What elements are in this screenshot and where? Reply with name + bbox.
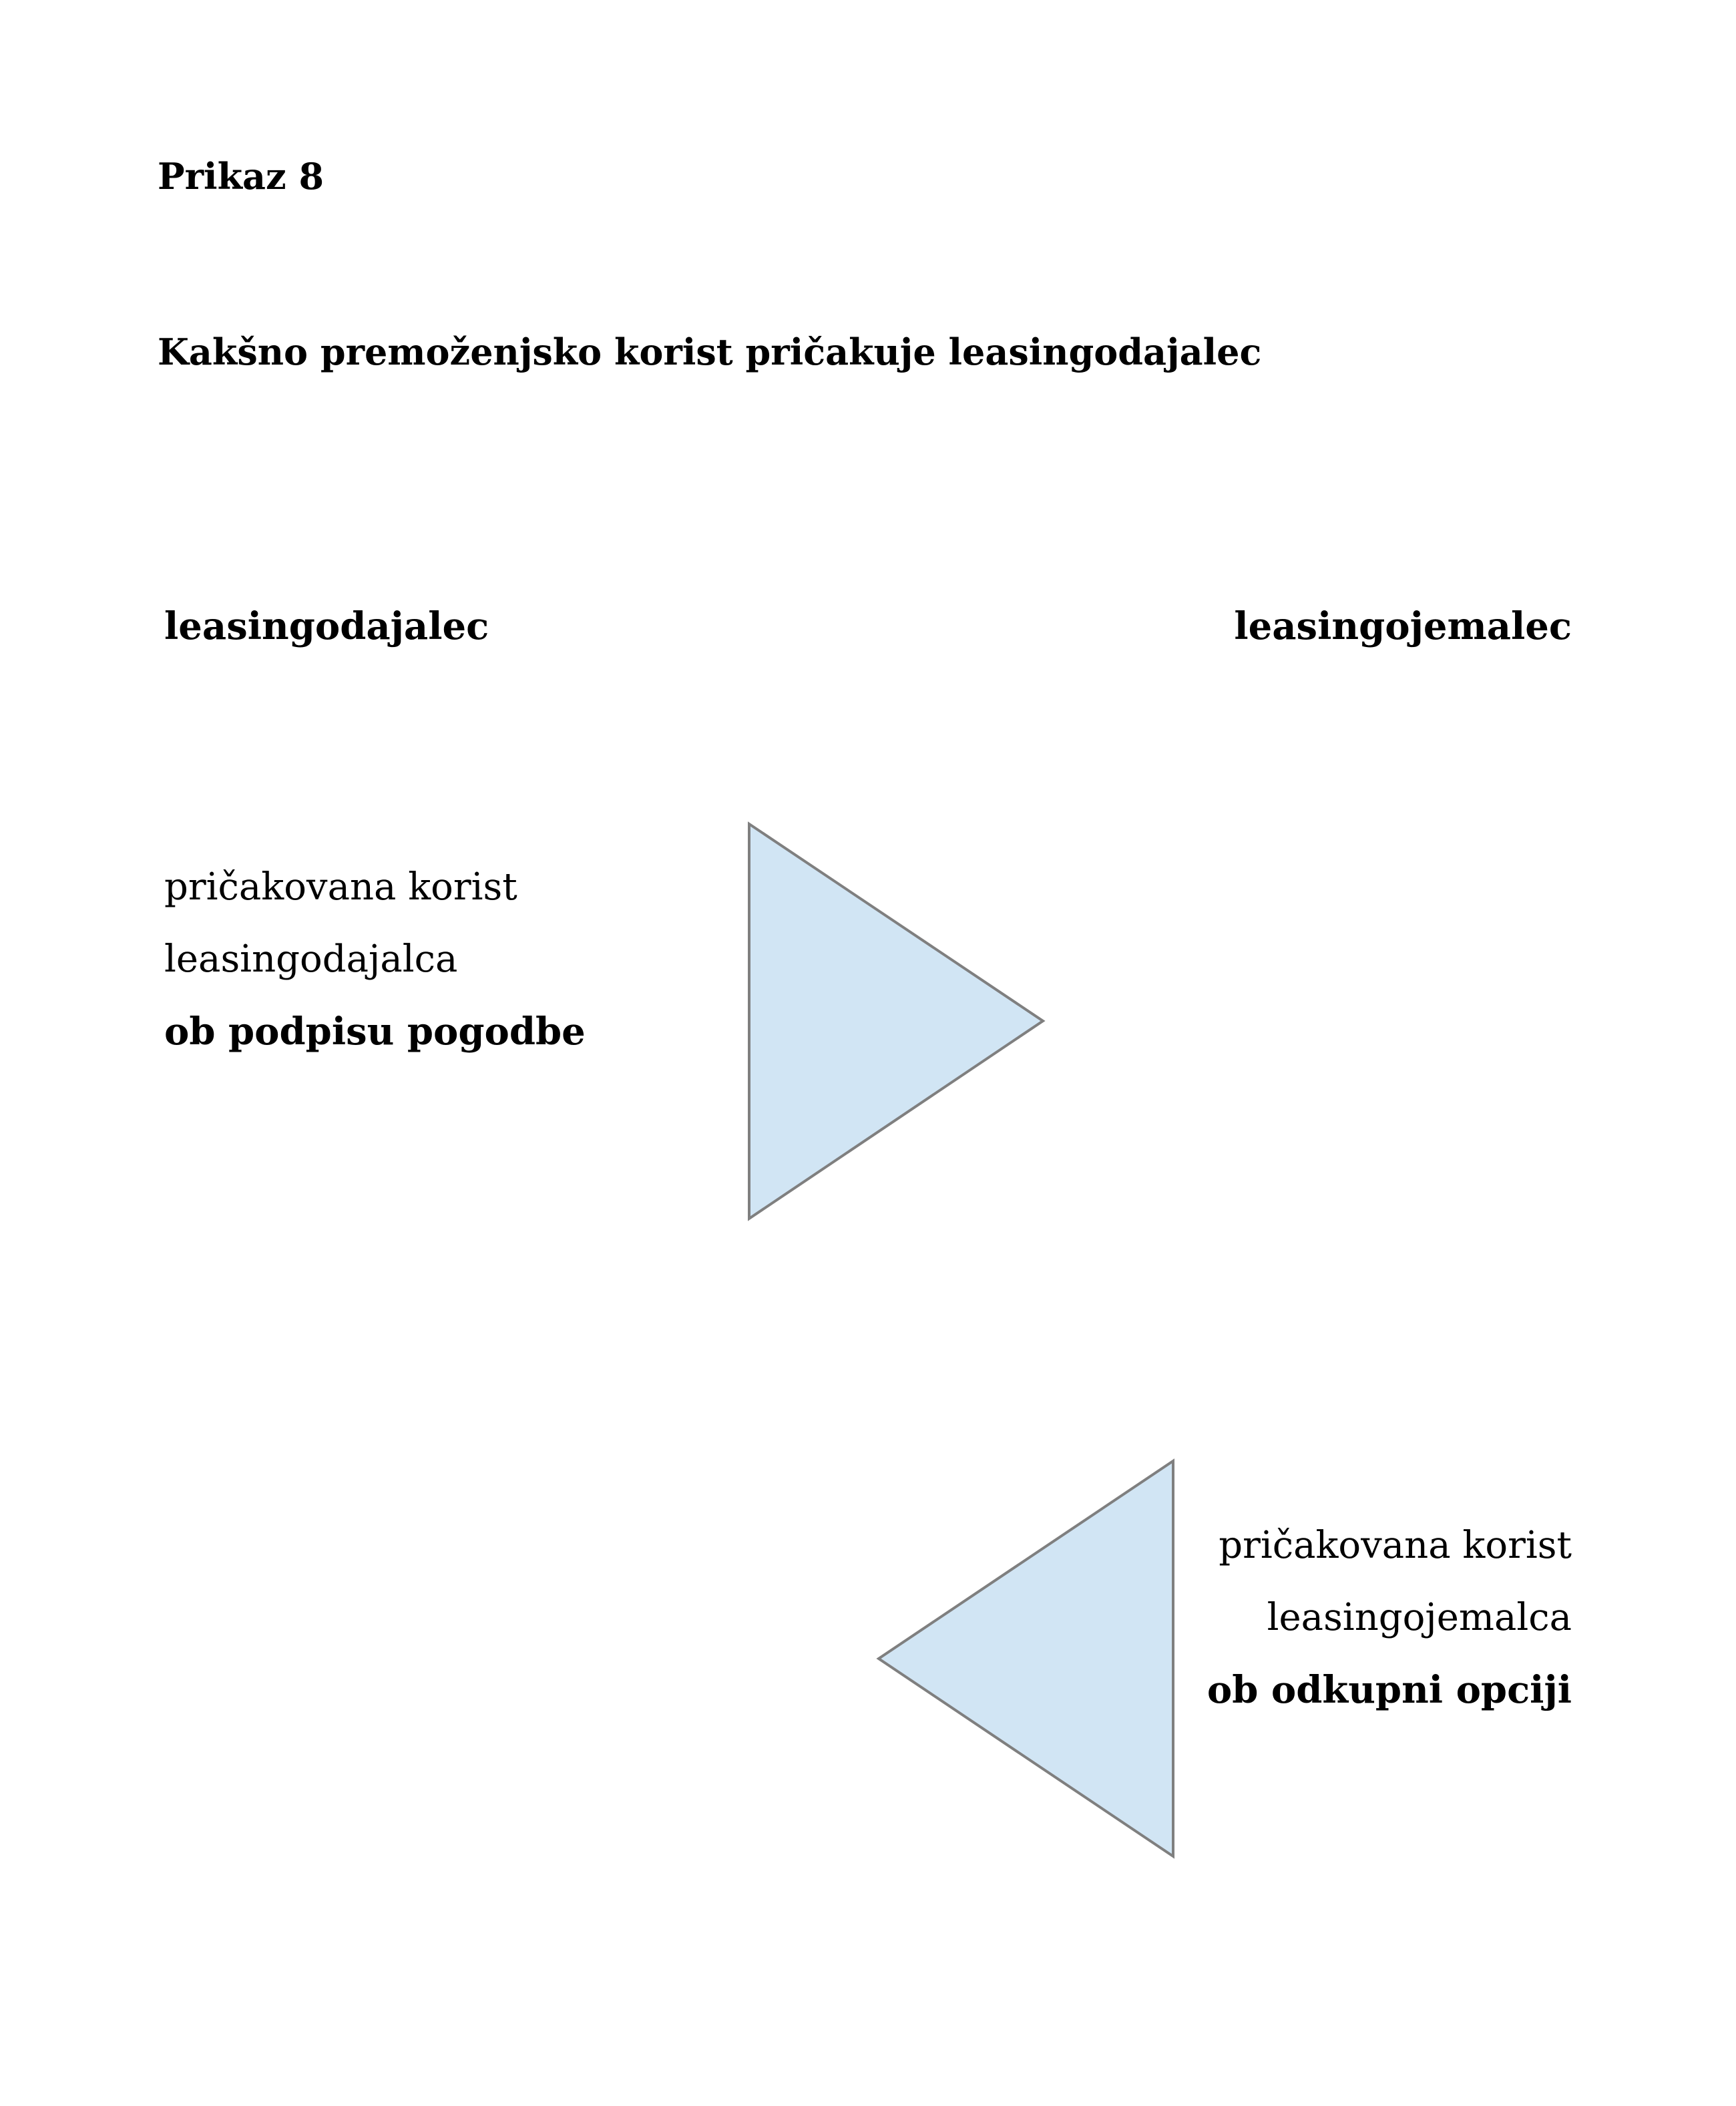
lessee-benefit-line-3: ob odkupni opciji [1207,1668,1572,1712]
lessee-benefit-line-2: leasingojemalca [1267,1596,1572,1639]
lessor-benefit-text [164,851,586,1068]
left-pointing-triangle-icon [879,1461,1173,1856]
lessor-benefit-line-2: leasingodajalca [164,937,458,981]
party-lessee-label: leasingojemalec [1234,604,1572,648]
lessee-benefit-text [1207,1510,1572,1726]
figure-label: Prikaz 8 [158,155,324,198]
party-lessor-label: leasingodajalec [164,604,489,648]
lessee-benefit-line-1: pričakovana korist [1219,1524,1572,1567]
figure-title: Kakšno premoženjsko korist pričakuje leasingodajalec [158,331,1262,373]
lessor-benefit-line-1: pričakovana korist [164,865,517,909]
lessor-benefit-line-3: ob podpisu pogodbe [164,1010,586,1054]
right-pointing-triangle-icon [749,824,1043,1219]
